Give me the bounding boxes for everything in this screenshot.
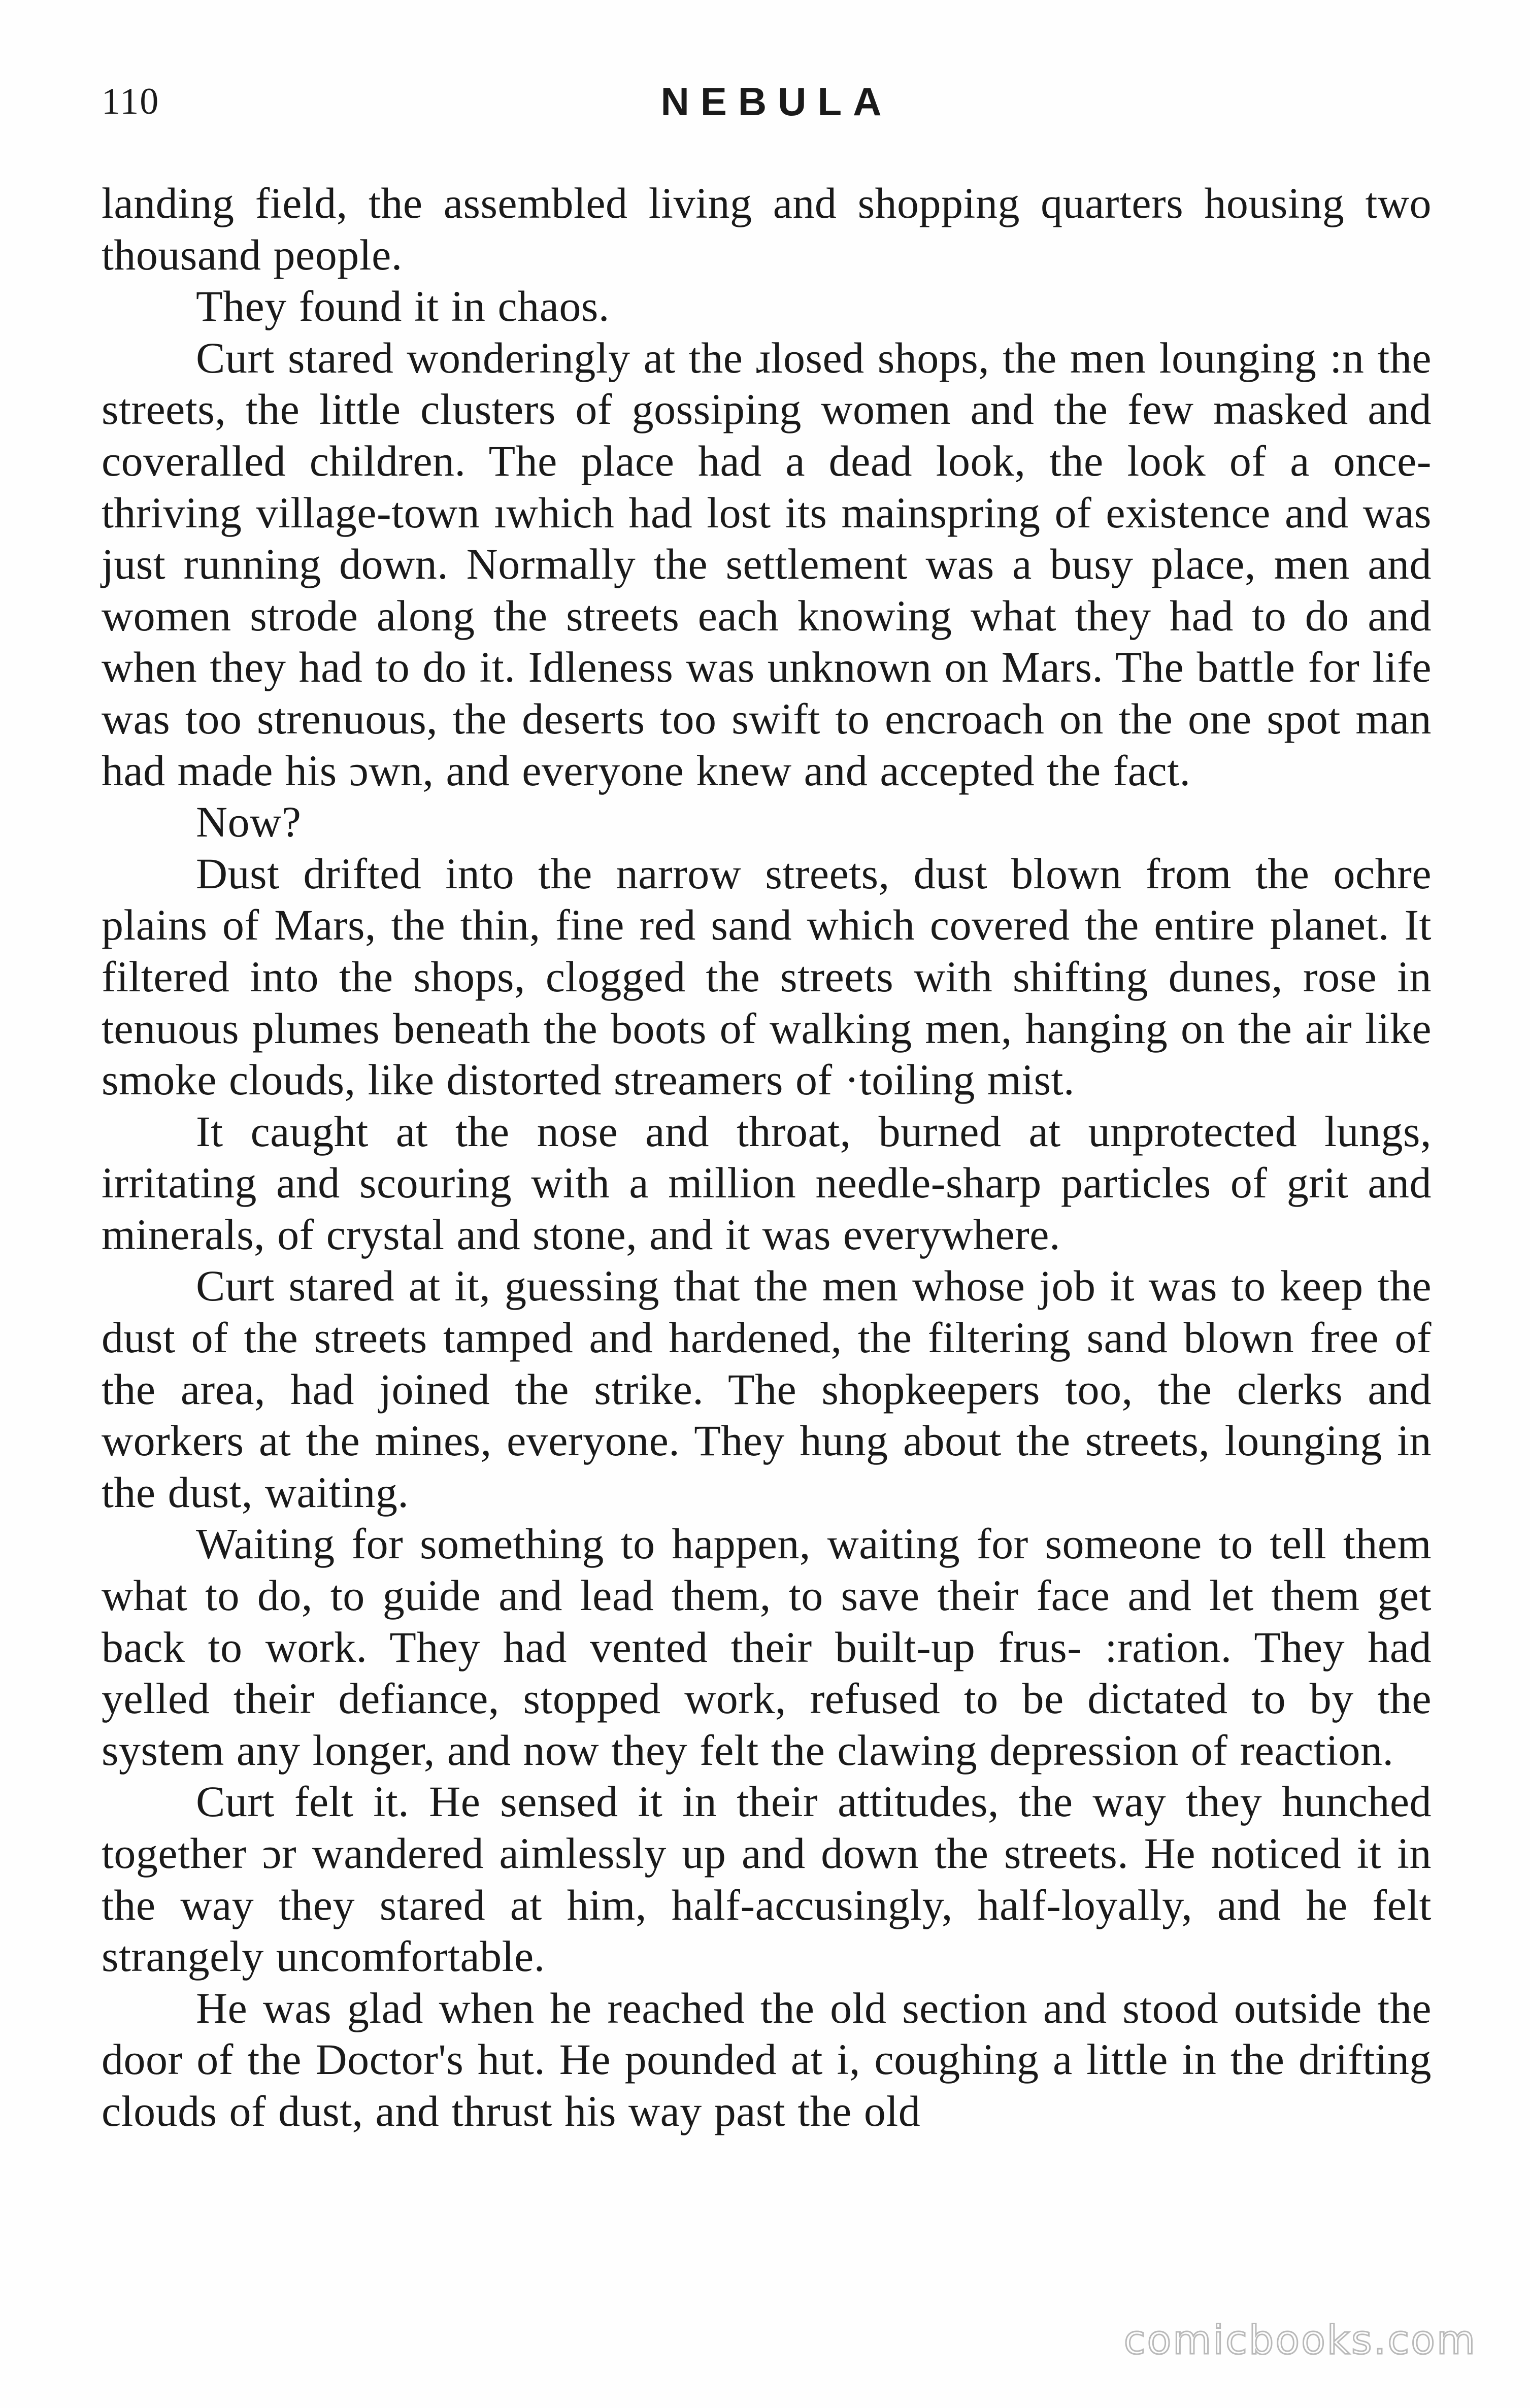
page-header (102, 71, 1432, 132)
body-text (102, 178, 1432, 2137)
paragraph: Curt stared at it, guessing that the men whose job it was to keep the dust of the streets tamped and hardened, the filtering sand blown free of the area, had joined the strike. The shopkeepers too, the clerks and workers at the mines, everyone. They hung about the streets, lounging in the dust, waiting. (102, 1261, 1432, 1517)
paragraph: Dust drifted into the narrow streets, dust blown from the ochre plains of Mars, the thin, fine red sand which covered the entire planet. It filtered into the shops, clogged the streets with shifting dunes, rose in tenuous plumes beneath the boots of walking men, hanging on the air like smoke clouds, like distorted streamers of ·toiling mist. (102, 849, 1432, 1105)
paragraph: Waiting for something to happen, waiting for someone to tell them what to do, to guide and lead them, to save their face and let them get back to work. They had vented their built-up frus- :ration. They had yelled their defiance, stopped work, refused to be dictated to by the system any longer, and now they felt the clawing depression of reaction. (102, 1519, 1432, 1775)
paragraph: He was glad when he reached the old section and stood outside the door of the Doctor's hut. He pounded at i, coughing a little in the drifting clouds of dust, and thrust his way past the old (102, 1983, 1432, 2135)
running-title: NEBULA (660, 79, 893, 124)
paragraph: Curt felt it. He sensed it in their attitudes, the way they hunched together ɔr wandered aimlessly up and down the streets. He noticed it in the way they stared at him, half-accusingly, half-loyally, and he felt strangely uncomfortable. (102, 1777, 1432, 1981)
paragraph: It caught at the nose and throat, burned at unprotected lungs, irritating and scouring with a million needle-sharp particles of grit and minerals, of crystal and stone, and it was everywhere. (102, 1107, 1432, 1259)
paragraph: Curt stared wonderingly at the ɹlosed shops, the men lounging :n the streets, the little clusters of gossiping women and the few masked and coveralled children. The place had a dead look, the look of a once-thriving village-town ıwhich had lost its mainspring of existence and was just running down. Normally the settlement was a busy place, men and women strode along the streets each knowing what they had to do and when they had to do it. Idleness was unknown on Mars. The battle for life was too strenuous, the deserts too swift to encroach on the one spot man had made his ɔwn, and everyone knew and accepted the fact. (102, 333, 1432, 795)
paragraph: Now? (196, 797, 302, 847)
paragraph: landing field, the assembled living and shopping quarters housing two thousand people. (102, 179, 1432, 279)
page-number: 110 (102, 81, 160, 122)
watermark: comicbooks.com (1123, 2318, 1477, 2363)
paragraph: They found it in chaos. (196, 282, 610, 331)
